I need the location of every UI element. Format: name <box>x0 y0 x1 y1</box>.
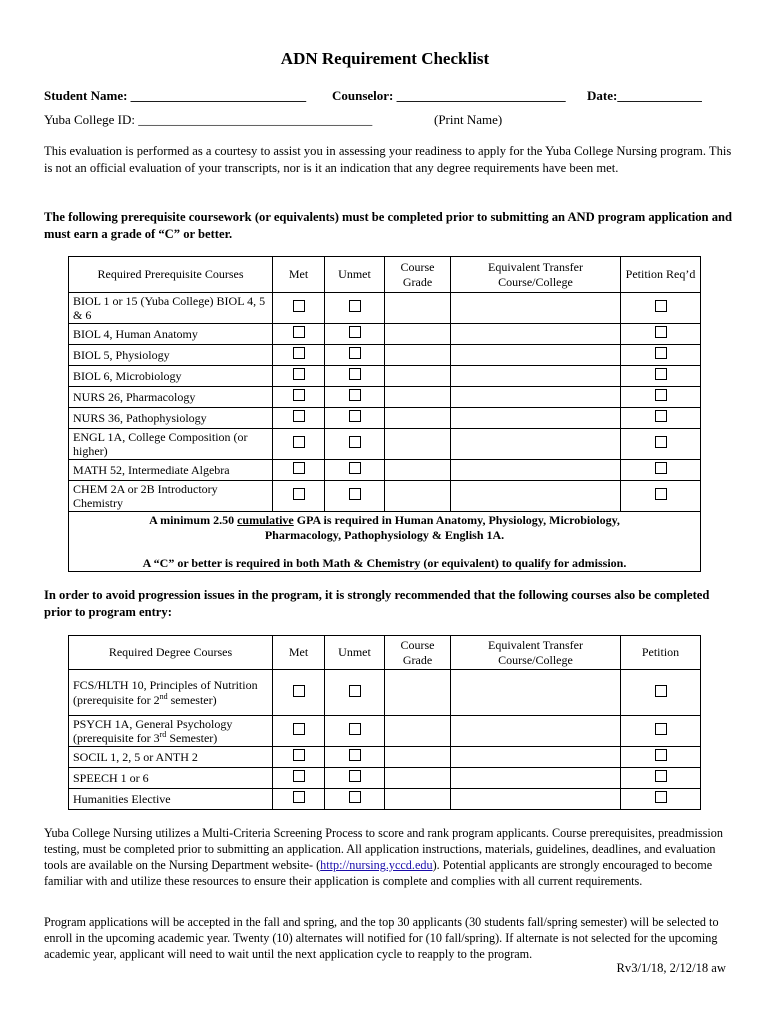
header-petition: Petition Req’d <box>621 257 701 293</box>
unmet-checkbox[interactable] <box>349 436 361 448</box>
header-required-degree: Required Degree Courses <box>69 636 273 670</box>
transfer-cell[interactable] <box>451 429 621 460</box>
header-course-grade: Course Grade <box>385 257 451 293</box>
grade-cell[interactable] <box>385 716 451 747</box>
header-met: Met <box>273 636 325 670</box>
applications-paragraph: Program applications will be accepted in the fall and spring, and the top 30 applicants (30 students fall/spring semester) will be selected to enroll in the upcoming academic year. Twenty (10) alternates will notified for (10 fall/spring). If alternate is not selected for the upcoming academic year, applicant will need to wait until the next application cycle to reapply to the program. <box>44 915 719 961</box>
math-chem-note: A “C” or better is required in both Math & Chemistry (or equivalent) to qualify for admission. <box>142 556 627 570</box>
petition-checkbox[interactable] <box>655 300 667 312</box>
met-checkbox[interactable] <box>293 723 305 735</box>
transfer-cell[interactable] <box>451 768 621 789</box>
unmet-checkbox[interactable] <box>349 462 361 474</box>
table-row <box>69 429 701 460</box>
prereq-heading: The following prerequisite coursework (or equivalents) must be completed prior to submitting an AND program application and must earn a grade of “C” or better. <box>44 210 733 241</box>
table-row <box>69 366 701 387</box>
course-name: NURS 26, Pharmacology <box>69 387 273 408</box>
unmet-checkbox[interactable] <box>349 389 361 401</box>
grade-cell[interactable] <box>385 345 451 366</box>
met-checkbox[interactable] <box>293 462 305 474</box>
nursing-website-link[interactable]: http://nursing.yccd.edu <box>320 858 433 872</box>
transfer-cell[interactable] <box>451 481 621 512</box>
table-row <box>69 387 701 408</box>
met-checkbox[interactable] <box>293 389 305 401</box>
page-title: ADN Requirement Checklist <box>280 49 490 68</box>
transfer-cell[interactable] <box>451 408 621 429</box>
petition-checkbox[interactable] <box>655 347 667 359</box>
screening-paragraph: Yuba College Nursing utilizes a Multi-Criteria Screening Process to score and rank program applicants. Course prerequisites, preadmission testing, must be completed prior to submitting an application. All application instructions, materials, guidelines, deadlines, and evaluation tools are available on the Nursing Department website- (http://nursing.yccd.edu). Potential applicants are strongly encouraged to become familiar with and utilize these resources to ensure their application is complete and complies with all current requirements. <box>44 826 723 888</box>
grade-cell[interactable] <box>385 460 451 481</box>
grade-cell[interactable] <box>385 429 451 460</box>
course-name: MATH 52, Intermediate Algebra <box>69 460 273 481</box>
met-checkbox[interactable] <box>293 326 305 338</box>
table-row <box>69 789 701 810</box>
met-checkbox[interactable] <box>293 300 305 312</box>
prereq-table <box>68 256 701 572</box>
grade-cell[interactable] <box>385 670 451 716</box>
table-row <box>69 747 701 768</box>
course-name: ENGL 1A, College Composition (or higher) <box>69 429 273 460</box>
course-name: BIOL 5, Physiology <box>69 345 273 366</box>
unmet-checkbox[interactable] <box>349 749 361 761</box>
course-name: SOCIL 1, 2, 5 or ANTH 2 <box>69 747 273 768</box>
grade-cell[interactable] <box>385 387 451 408</box>
course-name: BIOL 6, Microbiology <box>69 366 273 387</box>
revision-note: Rv3/1/18, 2/12/18 aw <box>616 961 726 975</box>
course-name: CHEM 2A or 2B Introductory Chemistry <box>69 481 273 512</box>
petition-checkbox[interactable] <box>655 685 667 697</box>
table-row <box>69 670 701 716</box>
petition-checkbox[interactable] <box>655 389 667 401</box>
table-row <box>69 408 701 429</box>
transfer-cell[interactable] <box>451 293 621 324</box>
transfer-cell[interactable] <box>451 747 621 768</box>
met-checkbox[interactable] <box>293 368 305 380</box>
grade-cell[interactable] <box>385 366 451 387</box>
petition-checkbox[interactable] <box>655 436 667 448</box>
prereq-header-row <box>69 257 701 293</box>
unmet-checkbox[interactable] <box>349 326 361 338</box>
gpa-note-row <box>69 512 701 572</box>
petition-checkbox[interactable] <box>655 368 667 380</box>
transfer-cell[interactable] <box>451 366 621 387</box>
met-checkbox[interactable] <box>293 436 305 448</box>
met-checkbox[interactable] <box>293 749 305 761</box>
grade-cell[interactable] <box>385 747 451 768</box>
transfer-cell[interactable] <box>451 324 621 345</box>
header-course-grade: Course Grade <box>385 636 451 670</box>
header-petition: Petition <box>621 636 701 670</box>
transfer-cell[interactable] <box>451 789 621 810</box>
table-row <box>69 324 701 345</box>
header-required-prereq: Required Prerequisite Courses <box>69 257 273 293</box>
unmet-checkbox[interactable] <box>349 791 361 803</box>
petition-checkbox[interactable] <box>655 770 667 782</box>
intro-paragraph: This evaluation is performed as a courtesy to assist you in assessing your readiness to apply for the Yuba College Nursing program. This is not an official evaluation of your transcripts, nor is it an indication that any degree requirements have been met. <box>44 144 732 175</box>
counselor-field[interactable]: Counselor: __________________________ <box>332 88 566 103</box>
petition-checkbox[interactable] <box>655 488 667 500</box>
petition-checkbox[interactable] <box>655 791 667 803</box>
met-checkbox[interactable] <box>293 685 305 697</box>
table-row <box>69 481 701 512</box>
table-row <box>69 460 701 481</box>
grade-cell[interactable] <box>385 768 451 789</box>
grade-cell[interactable] <box>385 481 451 512</box>
table-row <box>69 293 701 324</box>
grade-cell[interactable] <box>385 789 451 810</box>
course-name: PSYCH 1A, General Psychology (prerequisite for 3rd Semester) <box>69 716 273 747</box>
unmet-checkbox[interactable] <box>349 723 361 735</box>
met-checkbox[interactable] <box>293 791 305 803</box>
student-name-field[interactable]: Student Name: ___________________________ <box>44 88 307 103</box>
met-checkbox[interactable] <box>293 410 305 422</box>
grade-cell[interactable] <box>385 293 451 324</box>
transfer-cell[interactable] <box>451 345 621 366</box>
gpa-note: A minimum 2.50 cumulative GPA is required in Human Anatomy, Physiology, Microbiology, Pharmacology, Pathophysiology & English 1A. <box>149 513 620 542</box>
cumulative-underline: cumulative <box>237 513 294 527</box>
course-name: Humanities Elective <box>69 789 273 810</box>
header-equivalent-transfer: Equivalent Transfer Course/College <box>451 257 621 293</box>
table-row <box>69 716 701 747</box>
unmet-checkbox[interactable] <box>349 770 361 782</box>
print-name-label: (Print Name) <box>434 112 503 127</box>
grade-cell[interactable] <box>385 408 451 429</box>
degree-table <box>68 635 701 810</box>
unmet-checkbox[interactable] <box>349 410 361 422</box>
header-met: Met <box>273 257 325 293</box>
unmet-checkbox[interactable] <box>349 300 361 312</box>
petition-checkbox[interactable] <box>655 326 667 338</box>
degree-heading: In order to avoid progression issues in the program, it is strongly recommended that the following courses also be completed prior to program entry: <box>44 588 710 619</box>
unmet-checkbox[interactable] <box>349 488 361 500</box>
petition-checkbox[interactable] <box>655 462 667 474</box>
unmet-checkbox[interactable] <box>349 685 361 697</box>
unmet-checkbox[interactable] <box>349 368 361 380</box>
transfer-cell[interactable] <box>451 716 621 747</box>
petition-checkbox[interactable] <box>655 749 667 761</box>
degree-header-row <box>69 636 701 670</box>
unmet-checkbox[interactable] <box>349 347 361 359</box>
course-name: BIOL 4, Human Anatomy <box>69 324 273 345</box>
course-name: NURS 36, Pathophysiology <box>69 408 273 429</box>
course-name: BIOL 1 or 15 (Yuba College) BIOL 4, 5 & 6 <box>69 293 273 324</box>
petition-checkbox[interactable] <box>655 410 667 422</box>
petition-checkbox[interactable] <box>655 723 667 735</box>
met-checkbox[interactable] <box>293 770 305 782</box>
yuba-college-id-field[interactable]: Yuba College ID: ____________________________________ <box>44 112 373 127</box>
course-name: SPEECH 1 or 6 <box>69 768 273 789</box>
met-checkbox[interactable] <box>293 488 305 500</box>
transfer-cell[interactable] <box>451 460 621 481</box>
grade-cell[interactable] <box>385 324 451 345</box>
met-checkbox[interactable] <box>293 347 305 359</box>
table-row <box>69 345 701 366</box>
header-unmet: Unmet <box>325 257 385 293</box>
transfer-cell[interactable] <box>451 670 621 716</box>
date-field[interactable]: Date:_____________ <box>587 88 702 103</box>
header-equivalent-transfer: Equivalent Transfer Course/College <box>451 636 621 670</box>
header-unmet: Unmet <box>325 636 385 670</box>
course-name: FCS/HLTH 10, Principles of Nutrition (prerequisite for 2nd semester) <box>69 670 273 716</box>
transfer-cell[interactable] <box>451 387 621 408</box>
table-row <box>69 768 701 789</box>
